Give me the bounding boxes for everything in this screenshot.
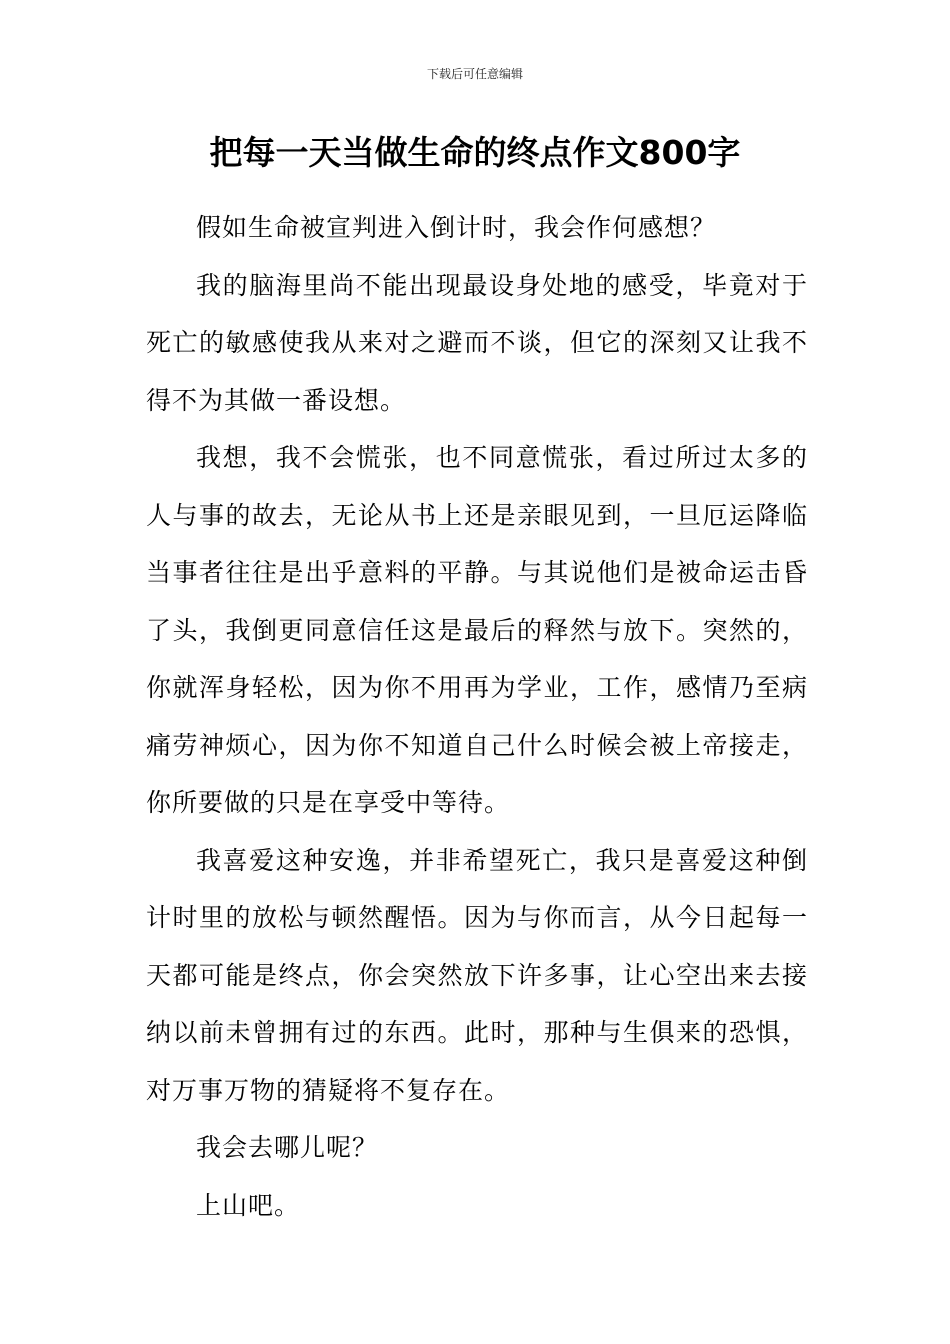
paragraph: 我喜爱这种安逸，并非希望死亡，我只是喜爱这种倒计时里的放松与顿然醒悟。因为与你而言，从今日起每一天都可能是终点，你会突然放下许多事，让心空出来去接纳以前未曾拥有过的东西。此时，那种与生俱来的恐惧，对万事万物的猜疑将不复存在。 (146, 845, 808, 1105)
document-body (146, 199, 808, 1234)
document-title: 把每一天当做生命的终点作文800字 (209, 133, 741, 172)
paragraph: 我会去哪儿呢？ (196, 1133, 379, 1162)
paragraph: 我的脑海里尚不能出现最设身处地的感受，毕竟对于死亡的敏感使我从来对之避而不谈，但它的深刻又让我不得不为其做一番设想。 (146, 270, 808, 415)
paragraph: 我想，我不会慌张，也不同意慌张，看过所过太多的人与事的故去，无论从书上还是亲眼见到，一旦厄运降临当事者往往是出乎意料的平静。与其说他们是被命运击昏了头，我倒更同意信任这是最后的释然与放下。突然的，你就浑身轻松，因为你不用再为学业，工作，感情乃至病痛劳神烦心，因为你不知道自己什么时候会被上帝接走，你所要做的只是在享受中等待。 (146, 443, 808, 817)
header-note: 下载后可任意编辑 (426, 67, 523, 81)
paragraph: 假如生命被宣判进入倒计时，我会作何感想？ (196, 213, 717, 242)
paragraph: 上山吧。 (196, 1190, 301, 1220)
